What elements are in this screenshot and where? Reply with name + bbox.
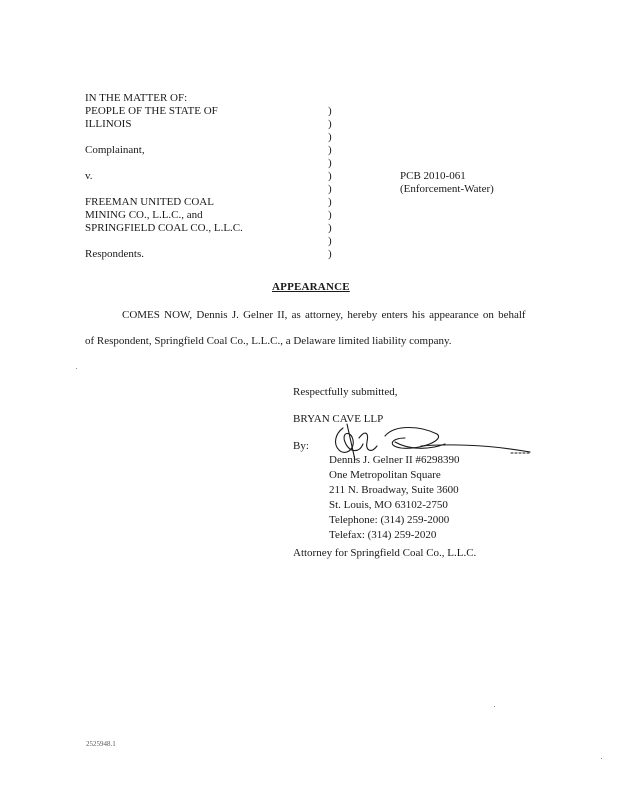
- law-firm: BRYAN CAVE LLP: [293, 413, 384, 425]
- case-caption: [85, 92, 243, 261]
- caption-paren: ): [328, 105, 332, 117]
- caption-paren: ): [328, 170, 332, 182]
- signer-details: [329, 453, 459, 543]
- case-type: (Enforcement-Water): [400, 183, 494, 195]
- attorney-for: Attorney for Springfield Coal Co., L.L.C.: [293, 547, 477, 559]
- respondent-name-line2: MINING CO., L.L.C., and: [85, 209, 203, 221]
- caption-paren: ): [328, 196, 332, 208]
- case-number-block: [400, 170, 494, 196]
- caption-paren: ): [328, 131, 332, 143]
- versus-label: v.: [85, 170, 93, 182]
- scan-speck: [76, 368, 77, 369]
- address-line-3: St. Louis, MO 63102-2750: [329, 499, 448, 511]
- caption-paren: ): [328, 209, 332, 221]
- case-number: PCB 2010-061: [400, 170, 466, 182]
- scan-speck: [601, 758, 602, 759]
- complainant-name-line1: PEOPLE OF THE STATE OF: [85, 105, 218, 117]
- complainant-label: Complainant,: [85, 144, 145, 156]
- caption-paren: ): [328, 248, 332, 260]
- respondent-name-line1: FREEMAN UNITED COAL: [85, 196, 214, 208]
- respondent-name-line3: SPRINGFIELD COAL CO., L.L.C.: [85, 222, 243, 234]
- caption-paren: ): [328, 144, 332, 156]
- respondents-label: Respondents.: [85, 248, 144, 260]
- caption-paren: ): [328, 183, 332, 195]
- caption-paren: ): [328, 157, 332, 169]
- document-id: 2525948.1: [86, 740, 116, 748]
- signer-name: Dennis J. Gelner II #6298390: [329, 454, 460, 466]
- document-title: APPEARANCE: [272, 281, 350, 293]
- caption-paren: ): [328, 235, 332, 247]
- body-line-1: COMES NOW, Dennis J. Gelner II, as attorney, hereby enters his appearance on behalf: [122, 309, 526, 321]
- address-line-2: 211 N. Broadway, Suite 3600: [329, 484, 459, 496]
- body-line-2: of Respondent, Springfield Coal Co., L.L.C., a Delaware limited liability company.: [85, 335, 452, 347]
- closing: Respectfully submitted,: [293, 386, 398, 398]
- caption-paren: ): [328, 222, 332, 234]
- scan-speck: [494, 706, 495, 707]
- by-label: By:: [293, 440, 309, 452]
- complainant-name-line2: ILLINOIS: [85, 118, 132, 130]
- caption-parentheses: [328, 105, 332, 261]
- telephone: Telephone: (314) 259-2000: [329, 514, 450, 526]
- matter-heading: IN THE MATTER OF:: [85, 92, 188, 104]
- signature-stroke: [359, 433, 377, 450]
- caption-paren: ): [328, 118, 332, 130]
- telefax: Telefax: (314) 259-2020: [329, 529, 437, 541]
- address-line-1: One Metropolitan Square: [329, 469, 441, 481]
